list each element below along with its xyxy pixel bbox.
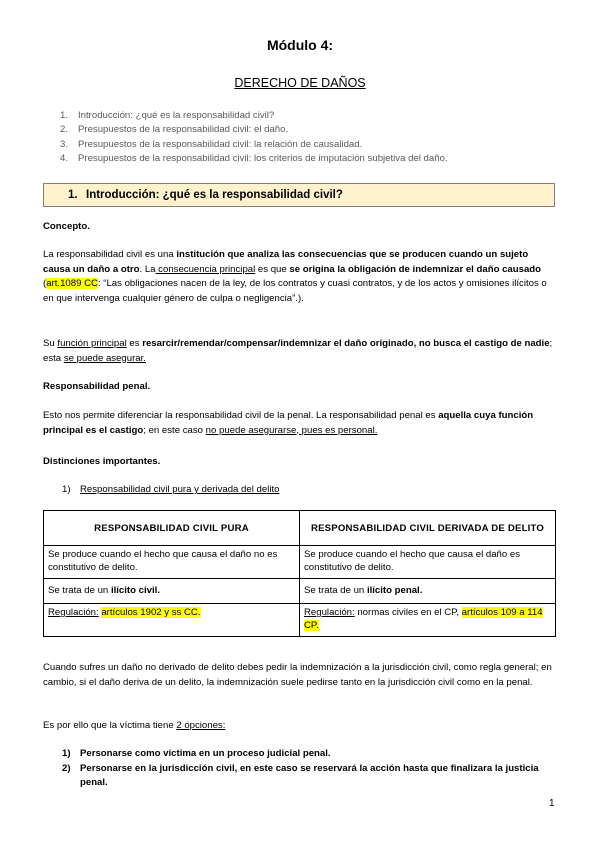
- penal-heading: Responsabilidad penal.: [43, 381, 151, 392]
- options-intro: Es por ello que la víctima tiene 2 opciones:: [43, 720, 226, 731]
- section-heading-box: 1. Introducción: ¿qué es la responsabilidad civil?: [43, 183, 555, 207]
- table-header-cell: RESPONSABILIDAD CIVIL DERIVADA DE DELITO: [300, 511, 556, 546]
- penal-paragraph: Esto nos permite diferenciar la responsabilidad civil de la penal. La responsabilidad penal es aquella cuya función principal es el castigo; en este caso no puede asegurarse, pues es personal.: [43, 410, 534, 436]
- table-row: [44, 579, 556, 604]
- table-cell: Regulación: artículos 1902 y ss CC.: [44, 604, 300, 637]
- table-header-cell: RESPONSABILIDAD CIVIL PURA: [44, 511, 300, 546]
- list-item: 1) Personarse como víctima en un proceso judicial penal.: [62, 748, 331, 759]
- after-table-paragraph: Cuando sufres un daño no derivado de delito debes pedir la indemnización a la jurisdicción civil, como regla general; en cambio, si el daño deriva de un delito, la indemnización suele pedirse tanto en la jurisdicción civil como en la penal.: [43, 662, 552, 688]
- table-cell: Se produce cuando el hecho que causa el daño no es constitutivo de delito.: [44, 546, 300, 579]
- table-row: [44, 604, 556, 637]
- toc-item: 3. Presupuestos de la responsabilidad civil: la relación de causalidad.: [60, 138, 363, 150]
- funcion-paragraph: Su función principal es resarcir/remendar/compensar/indemnizar el daño originado, no busca el castigo de nadie; esta se puede asegurar.: [43, 338, 553, 364]
- concepto-heading: Concepto.: [43, 221, 90, 232]
- toc-item: 1. Introducción: ¿qué es la responsabilidad civil?: [60, 110, 275, 121]
- page-number: 1: [549, 798, 555, 809]
- table-cell: Se produce cuando el hecho que causa el daño es constitutivo de delito.: [300, 546, 556, 579]
- module-subtitle: DERECHO DE DAÑOS: [234, 76, 366, 90]
- toc-item: 2. Presupuestos de la responsabilidad civil: el daño.: [60, 124, 289, 136]
- table-cell: Se trata de un ilícito penal.: [300, 579, 556, 604]
- table-row: [44, 546, 556, 579]
- victim-options-list: [62, 747, 557, 791]
- distinciones-heading: Distinciones importantes.: [43, 456, 161, 467]
- table-header-row: [44, 511, 556, 546]
- concepto-paragraph: La responsabilidad civil es una institución que analiza las consecuencias que se producen cuando un sujeto causa un daño a otro. La consecuencia principal es que se origina la obligación de indemnizar el daño causado (art.1089 CC: “Las obligaciones nacen de la ley, de los contratos y cuasi contratos, y de los actos y omisiones ilícitos o en que intervenga cualquier género de culpa o negligencia”.).: [43, 249, 547, 304]
- toc-item: 4. Presupuestos de la responsabilidad civil: los criterios de imputación subjetiva del daño.: [60, 153, 448, 165]
- table-cell: Regulación: normas civiles en el CP, artículos 109 a 114 CP.: [300, 604, 556, 637]
- highlight-art1089: art.1089 CC: [46, 278, 98, 290]
- list-item: 2) Personarse en la jurisdicción civil, en este caso se reservará la acción hasta que finalizara la justicia penal.: [62, 762, 539, 789]
- module-title: Módulo 4:: [266, 37, 334, 53]
- comparison-table: [43, 510, 556, 637]
- distinciones-item: 1) Responsabilidad civil pura y derivada del delito: [62, 484, 280, 495]
- table-cell: Se trata de un ilícito civil.: [44, 579, 300, 604]
- table-of-contents: [60, 109, 560, 167]
